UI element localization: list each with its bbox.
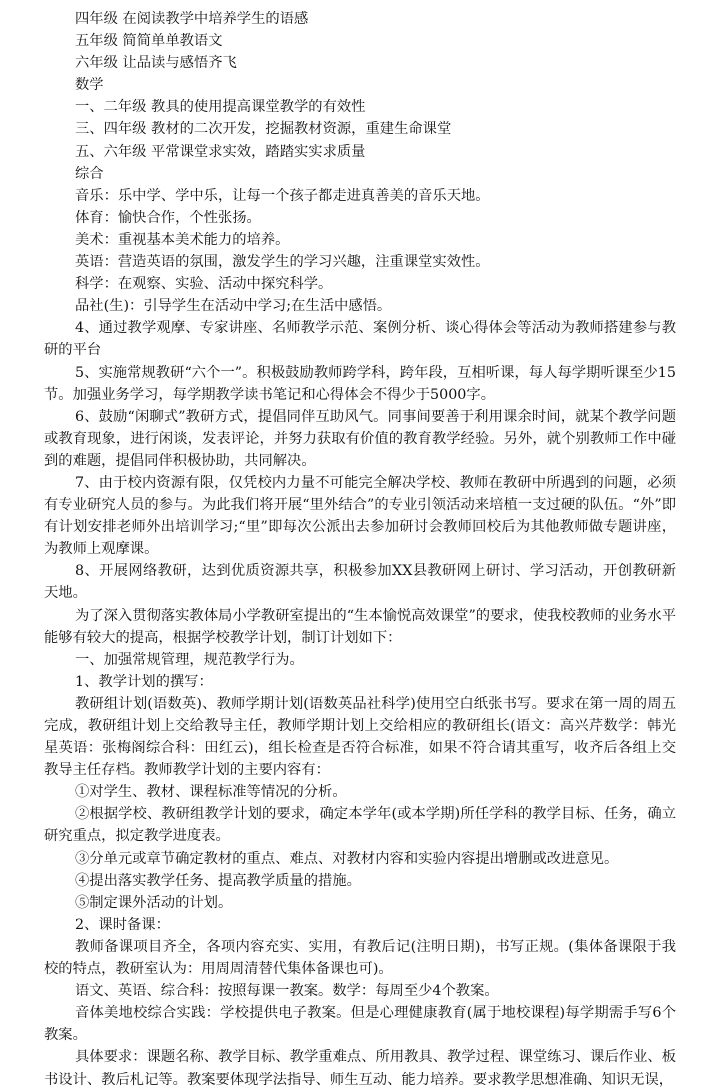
heading-1-2: 2、课时备课： — [75, 916, 170, 933]
paragraph: 具体要求：课题名称、教学目标、教学重难点、所用教具、教学过程、课堂练习、课后作业、板书设计、教后札记等。教案要体现学法指导、师生互动、能力培养。要求教学思想准确、知识无误， — [44, 1049, 676, 1088]
text-line: 五、六年级 平常课堂求实效，踏踏实实求质量 — [75, 143, 366, 160]
paragraph: 6、鼓励“闲聊式”教研方式，提倡同伴互助风气。同事间要善于利用课余时间，就某个教学问题或教育现象，进行闲谈，发表评论，并努力获取有价值的教育教学经验。另外，就个别教师工作中碰到的难题，提倡同伴积极协助，共同解决。 — [44, 408, 676, 469]
text-line: 六年级 让品读与感悟齐飞 — [75, 55, 237, 72]
paragraph: 8、开展网络教研，达到优质资源共享，积极参加XX县教研网上研讨、学习活动，开创教研新天地。 — [44, 563, 676, 602]
paragraph: 语文、英语、综合科：按照每课一教案。数学：每周至少4个教案。 — [75, 983, 499, 1000]
paragraph: 教师备课项目齐全，各项内容充实、实用，有教后记(注明日期)，书写正规。(集体备课限于我校的特点，教研室认为：用周周清替代集体备课也可)。 — [44, 938, 676, 978]
text-line: 音乐：乐中学、学中乐，让每一个孩子都走进真善美的音乐天地。 — [75, 187, 490, 204]
text-line: 三、四年级 教材的二次开发，挖掘教材资源，重建生命课堂 — [75, 121, 452, 138]
section-heading-general: 综合 — [75, 165, 104, 182]
text-line: 科学：在观察、实验、活动中探究科学。 — [75, 276, 333, 293]
heading-1: 一、加强常规管理，规范教学行为。 — [75, 651, 304, 668]
text-line: 四年级 在阅读教学中培养学生的语感 — [75, 11, 309, 27]
section-heading-math: 数学 — [75, 77, 104, 94]
text-line: 体育：愉快合作，个性张扬。 — [75, 209, 261, 226]
paragraph: 4、通过教学观摩、专家讲座、名师教学示范、案例分析、谈心得体会等活动为教师搭建参与教研的平台 — [44, 320, 676, 359]
list-item: ③分单元或章节确定教材的重点、难点、对教材内容和实验内容提出增删或改进意见。 — [75, 850, 619, 867]
text-line: 美术：重视基本美术能力的培养。 — [75, 231, 290, 248]
paragraph: 7、由于校内资源有限，仅凭校内力量不可能完全解决学校、教师在教研中所遇到的问题，必须有专业研究人员的参与。为此我们将开展“里外结合”的专业引领活动来培植一支过硬的队伍。“外”即有计划安排老师外出培训学习;“里”即每次公派出去参加研讨会教师回校后为其他教师做专题讲座，为教师上观摩课。 — [44, 474, 676, 558]
list-item: ⑤制定课外活动的计划。 — [75, 894, 233, 911]
paragraph: 教研组计划(语数英)、教师学期计划(语数英品社科学)使用空白纸张书写。要求在第一周的周五完成，教研组计划上交给教导主任，教师学期计划上交给相应的教研组长(语文：高兴芹数学：韩光星英语：张梅阁综合科：田红云)，组长检查是否符合标准，如果不符合请其重写，收齐后各组上交教导主任存档。教师教学计划的主要内容有： — [44, 695, 676, 779]
list-item: ④提出落实教学任务、提高教学质量的措施。 — [75, 872, 361, 889]
text-line: 五年级 简简单单教语文 — [75, 33, 223, 50]
intro-paragraph: 为了深入贯彻落实教体局小学教研室提出的“生本愉悦高效课堂”的要求，使我校教师的业务水平能够有较大的提高，根据学校教学计划，制订计划如下： — [44, 607, 676, 646]
text-line: 品社(生)：引导学生在活动中学习;在生活中感悟。 — [75, 298, 392, 315]
paragraph: 5、实施常规教研“六个一”。积极鼓励教师跨学科，跨年段，互相听课，每人每学期听课至少15节。加强业务学习，每学期教学读书笔记和心得体会不得少于5000字。 — [44, 364, 676, 403]
paragraph: 音体美地校综合实践：学校提供电子教案。但是心理健康教育(属于地校课程)每学期需手写6个教案。 — [44, 1005, 676, 1044]
list-item: ①对学生、教材、课程标准等情况的分析。 — [75, 784, 347, 801]
list-item: ②根据学校、教研组教学计划的要求，确定本学年(或本学期)所任学科的教学目标、任务，确立研究重点，拟定教学进度表。 — [44, 806, 676, 845]
text-line: 一、二年级 教具的使用提高课堂教学的有效性 — [75, 99, 366, 116]
text-line: 英语：营造英语的氛围，激发学生的学习兴趣，注重课堂实效性。 — [75, 254, 490, 271]
heading-1-1: 1、教学计划的撰写： — [75, 673, 213, 690]
